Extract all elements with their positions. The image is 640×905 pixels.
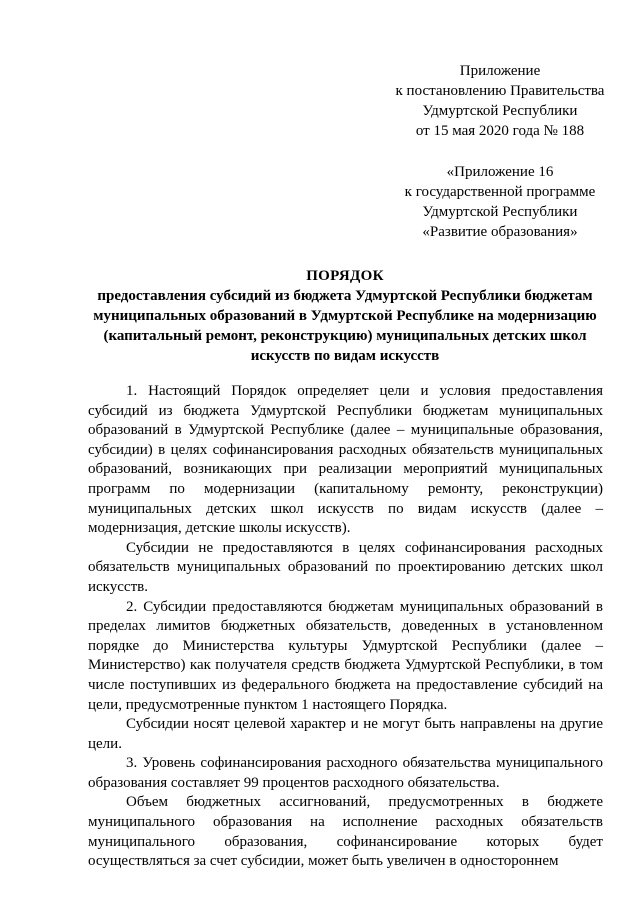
document-subtitle (72, 286, 618, 366)
appendix-quote-line: «Развитие образования» (422, 224, 578, 240)
appendix-header-line: Удмуртской Республики (422, 103, 578, 119)
paragraph-1-note: Субсидии не предоставляются в целях софинансирования расходных обязательств муниципальных образований по проектированию детских школ искусств. (88, 539, 603, 595)
appendix-header-line: от 15 мая 2020 года № 188 (415, 123, 585, 139)
paragraph-2-note: Субсидии носят целевой характер и не могут быть направлены на другие цели. (88, 716, 603, 752)
appendix-quote-line: Удмуртской Республики (422, 204, 578, 220)
document-body (88, 382, 603, 872)
subtitle-line: предоставления субсидий из бюджета Удмуртской Республики бюджетам (97, 288, 593, 304)
subtitle-line: муниципальных образований в Удмуртской Республике на модернизацию (93, 308, 597, 324)
appendix-header-line: Приложение (459, 63, 541, 79)
paragraph-3-note: Объем бюджетных ассигнований, предусмотренных в бюджете муниципального образования на исполнение расходных обязательств муниципального образования, софинансирование которых будет осуществляться за счет субсидии, может быть увеличен в одностороннем (88, 794, 603, 870)
appendix-quote-line: «Приложение 16 (446, 164, 554, 180)
appendix-header-line: к постановлению Правительства (395, 83, 605, 99)
subtitle-line: искусств по видам искусств (250, 348, 440, 364)
paragraph-3: 3. Уровень софинансирования расходного обязательства муниципального образования составляет 99 процентов расходного обязательства. (88, 755, 603, 791)
subtitle-line: (капитальный ремонт, реконструкцию) муниципальных детских школ (103, 328, 587, 344)
paragraph-1: 1. Настоящий Порядок определяет цели и условия предоставления субсидий из бюджета Удмуртской Республики бюджетам муниципальных образований в Удмуртской Республике (далее – муниципальные образования, субсидии) в целях софинансирования расходных обязательств муниципальных образований, возникающих при реализации мероприятий муниципальных программ по модернизации (капитальному ремонту, реконструкции) муниципальных детских школ искусств по видам искусств (далее – модернизация, детские школы искусств). (88, 383, 603, 537)
appendix-quote-line: к государственной программе (404, 184, 596, 200)
document-title: ПОРЯДОК (306, 268, 384, 284)
appendix-header (375, 61, 625, 141)
appendix-quote (375, 162, 625, 242)
paragraph-2: 2. Субсидии предоставляются бюджетам муниципальных образований в пределах лимитов бюджетных обязательств, доведенных в установленном порядке до Министерства культуры Удмуртской Республики (далее – Министерство) как получателя средств бюджета Удмуртской Республики, в том числе поступивших из федерального бюджета на предоставление субсидий на цели, предусмотренные пунктом 1 настоящего Порядка. (88, 598, 603, 713)
